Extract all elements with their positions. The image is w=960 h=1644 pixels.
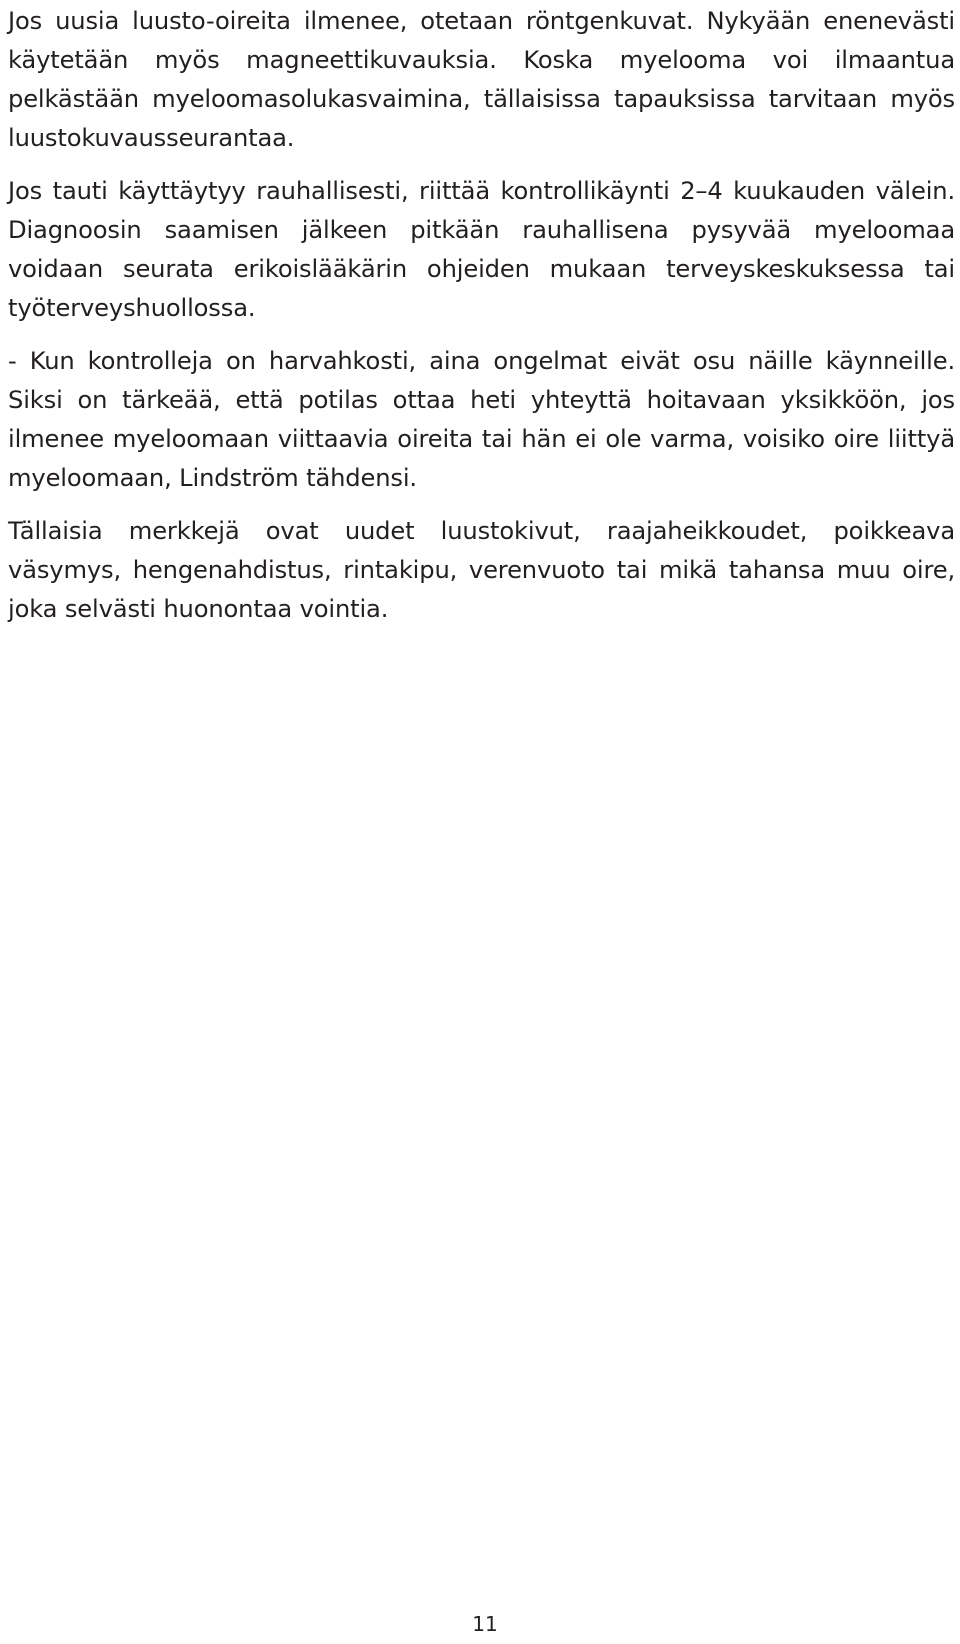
- paragraph-control-visits: Jos tauti käyttäytyy rauhallisesti, riittää kontrollikäynti 2–4 kuukauden välein. Diagnoosin saamisen jälkeen pitkään rauhallisena pysyvää myeloomaa voidaan seurata erikoislääkärin ohjeiden mukaan terveyskeskuksessa tai työterveyshuollossa.: [8, 177, 955, 322]
- paragraph-imaging-followup: Jos uusia luusto-oireita ilmenee, otetaan röntgenkuvat. Nykyään enenevästi käytetään myös magneettikuvauksia. Koska myelooma voi ilmaantua pelkästään myeloomasolukasvaimina, tällaisissa tapauksissa tarvitaan myös luustokuvausseurantaa.: [8, 7, 955, 152]
- body-text: [8, 2, 955, 629]
- paragraph-contact-advice: - Kun kontrolleja on harvahkosti, aina ongelmat eivät osu näille käynneille. Siksi on tärkeää, että potilas ottaa heti yhteyttä hoitavaan yksikköön, jos ilmenee myeloomaan viittaavia oireita tai hän ei ole varma, voisiko oire liittyä myeloomaan, Lindström tähdensi.: [8, 347, 955, 492]
- paragraph-warning-signs: Tällaisia merkkejä ovat uudet luustokivut, raajaheikkoudet, poikkeava väsymys, hengenahdistus, rintakipu, verenvuoto tai mikä tahansa muu oire, joka selvästi huonontaa vointia.: [8, 517, 955, 623]
- page-number: 11: [472, 1612, 498, 1636]
